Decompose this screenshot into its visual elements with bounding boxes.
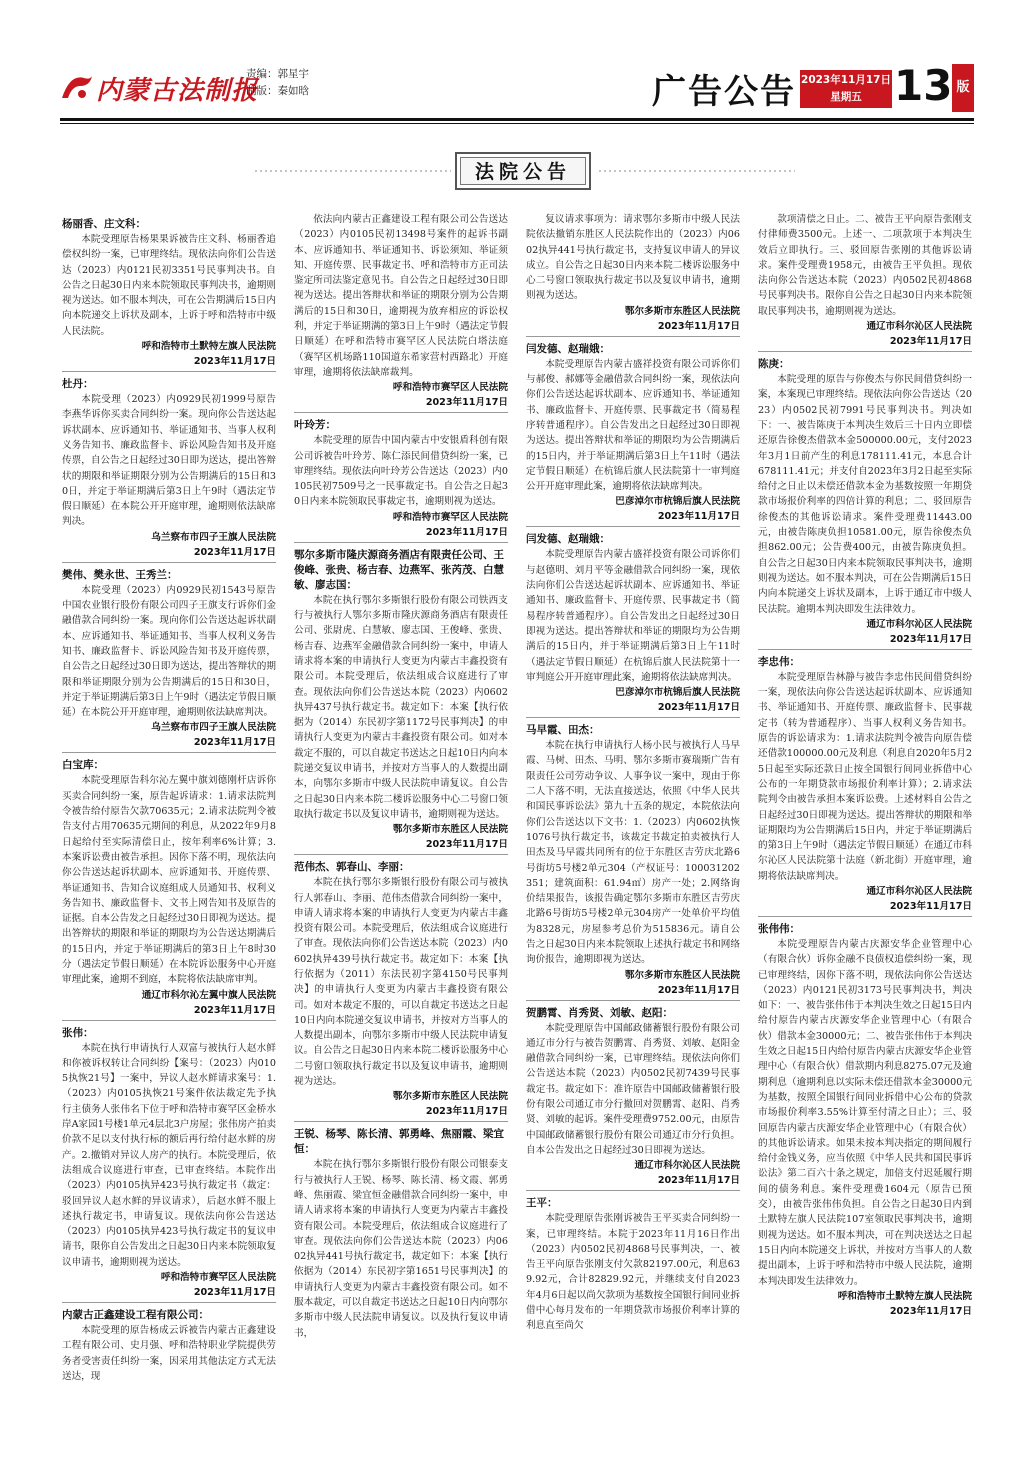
issue-date: 2023年11月17日 (801, 74, 891, 86)
notice-body: 本院在执行鄂尔多斯银行股份有限公司铁西支行与被执行人鄂尔多斯市隆庆源商务酒店有限责任公司、张尉虎、白慧敏、廖志国、王俊峰、张贵、杨吉春、边燕军金融借款合同纠纷一案中，申请人请求将本案的申请执行人变更为内蒙古丰鑫投资有限公司。本院受理后，依法组成合议庭进行了审查。现依法向你们公告送达本院（2023）内0602执异437号执行裁定书。裁定如下：本案【执行依据为（2014）东民初字第1172号民事判决】的申请执行人变更为内蒙古丰鑫投资有限公司。如对本裁定不服的，可以自裁定书送达之日起10日内向本院递交复议申请书，并按对方当事人的人数提出副本，向鄂尔多斯市中级人民法院申请复议。自公告之日起30日内来本院二楼诉讼服务中心二号窗口领取执行裁定书以及复议申请书，逾期则视为送达。 (294, 594, 508, 820)
section-banner-text: 法院公告 (460, 157, 586, 185)
court-notice (758, 212, 972, 352)
notice-recipients: 闫发德、赵瑞娥： (526, 342, 610, 355)
notice-body: 本院受理原告内蒙古盛祥投资有限公司诉你们与赵德明、刘月平等金融借款合同纠纷一案，现依法向你们公告送达起诉状副本、应诉通知书、举证通知书、廉政监督卡、开庭传票、民事裁定书（简易程序转普通程序）。自公告发出之日起经过30日即视为送达。提出答辩状和举证的期限均为公告期满后的15日内，并于举证期满后第3日上午11时（遇法定节假日顺延）在杭锦后旗人民法院第十一审判庭公开开庭审理此案，逾期将依法缺席判决。 (526, 549, 740, 683)
notice-date: 2023年11月17日 (193, 1004, 276, 1016)
notice-column-3 (526, 212, 740, 1464)
notice-date: 2023年11月17日 (657, 1175, 740, 1187)
notice-court: 鄂尔多斯市东胜区人民法院 (624, 969, 740, 981)
notice-body: 本院在执行申请执行人杨小民与被执行人马早霞、马树、田杰、马明、鄂尔多斯市赛瑞斯广告有限责任公司劳动争议、人事争议一案中，现由于你二人下落不明，无法直接送达，依照《中华人民共和国民事诉讼法》第九十五条的规定，本院依法向你们公告送达以下文书：1.（2023）内0602执恢1076号执行裁定书，该裁定书裁定拍卖被执行人田杰及马早霞共同所有的位于东胜区吉劳庆北路6号街坊5号楼2单元304（产权证号：100031202351；建筑面积：61.94㎡）房产一处；2.网络询价结果报告，该报告确定鄂尔多斯市东胜区吉劳庆北路6号街坊5号楼2单元304房产一处单价平均值为8328元，房屋参考总价为515836元。请自公告之日起30日内来本院领取上述执行裁定书和网络询价报告，逾期即视为送达。 (526, 740, 740, 966)
header-rule-thick (60, 118, 974, 121)
notice-date: 2023年11月17日 (193, 546, 276, 558)
notice-column-4 (758, 212, 972, 1464)
court-notice (526, 212, 740, 337)
court-notice (526, 342, 740, 528)
notice-body: 本院受理原告科尔沁左翼中旗刘德刚杆店诉你买卖合同纠纷一案，原告起诉请求：1.请求法院判令被告给付原告欠款70635元；2.请求法院判令被告支付占用70635元期间的利息，从2022年9月8日起给付至实际清偿日止，按年利率6%计算；3.本案诉讼费由被告承担。因你下落不明，现依法向你公告送达起诉状副本、应诉通知书、开庭传票、举证通知书、告知合议庭组成人员通知书、权利义务告知书、廉政监督卡、文书上网告知书及原告的证据。自本公告发之日起经过30日即视为送达。提出答辩状的期限和举证的期限均为公告送达期满后的15日内，并定于举证期满后的第3日上午8时30分（遇法定节假日顺延）在本院诉讼服务中心开庭审理此案，逾期不到庭，本院将依法缺席审判。 (62, 775, 276, 986)
court-notice (758, 922, 972, 1321)
header-rule-thin (60, 123, 974, 124)
notice-recipients: 樊伟、樊永世、王秀兰： (62, 568, 178, 581)
masthead-emblem-icon (60, 72, 94, 102)
court-notice (526, 723, 740, 1000)
notice-recipients: 陈庚： (758, 358, 790, 371)
notice-recipients: 李忠伟： (758, 655, 800, 668)
notice-columns (62, 212, 972, 1464)
notice-column-1 (62, 212, 276, 1464)
notice-recipients: 内蒙古正鑫建设工程有限公司： (62, 1309, 209, 1322)
court-notice (758, 357, 972, 650)
notice-court: 通辽市科尔沁区人民法院 (634, 1160, 740, 1172)
notice-recipients: 范伟杰、郭春山、李丽： (294, 861, 410, 874)
court-notice (294, 860, 508, 1122)
notice-date: 2023年11月17日 (193, 737, 276, 749)
notice-court: 通辽市科尔沁左翼中旗人民法院 (141, 989, 276, 1001)
notice-court: 呼和浩特市赛罕区人民法院 (392, 382, 508, 394)
notice-date: 2023年11月17日 (425, 1106, 508, 1118)
court-notice (62, 217, 276, 372)
court-notice (526, 1196, 740, 1335)
court-notice (526, 1006, 740, 1192)
court-notice (526, 532, 740, 718)
notice-court: 呼和浩特市土默特左旗人民法院 (141, 341, 276, 353)
notice-body: 本院受理原告杨果果诉被告庄文科、杨丽香追偿权纠纷一案，已审理终结。现依法向你们公告送达（2023）内0121民初3351号民事判决书。自公告之日起30日内来本院领取民事判决书，逾期则视为送达。如不服本判决，可在公告期满后15日内向本院递交上诉状及副本，上诉于呼和浩特市中级人民法院。 (62, 234, 276, 337)
notice-court: 通辽市科尔沁区人民法院 (866, 885, 972, 897)
notice-body: 本院受理的原告杨成云诉被告内蒙古正鑫建设工程有限公司、史月强、呼和浩特职业学院提供劳务者受害责任纠纷一案，因采用其他法定方式无法送达，现 (62, 1325, 276, 1382)
notice-recipients: 叶玲芳： (294, 419, 336, 432)
court-notice (62, 568, 276, 754)
issue-weekday: 星期五 (830, 91, 862, 103)
notice-date: 2023年11月17日 (425, 839, 508, 851)
notice-date: 2023年11月17日 (193, 1287, 276, 1299)
masthead-logo (60, 68, 259, 108)
notice-date: 2023年11月17日 (889, 633, 972, 645)
page-number-suffix: 版 (952, 64, 974, 112)
issue-date-box (800, 70, 892, 108)
court-notice (62, 1026, 276, 1303)
producer-label: 制版：秦如晗 (246, 85, 309, 97)
notice-court: 呼和浩特市赛罕区人民法院 (160, 1272, 276, 1284)
masthead-title: 内蒙古法制报 (96, 76, 259, 106)
notice-court: 巴彦淖尔市杭锦后旗人民法院 (615, 496, 740, 508)
notice-court: 通辽市科尔沁区人民法院 (866, 321, 972, 333)
notice-court: 呼和浩特市赛罕区人民法院 (392, 511, 508, 523)
notice-body: 本院受理（2023）内0929民初1999号原告李燕华诉你买卖合同纠纷一案。现向你公告送达起诉状副本、应诉通知书、举证通知书、当事人权利义务告知书、廉政监督卡、诉讼风险告知书及开庭传票，自公告之日起经过30日即为送达，提出答辩状的期限和举证期限分别为公告期满后的15日和30日，并定于举证期满后第3日上午9时（遇法定节假日顺延）在本院公开开庭审理，逾期则依法缺席判决。 (62, 394, 276, 528)
court-notice (294, 548, 508, 855)
notice-date: 2023年11月17日 (425, 526, 508, 538)
notice-court: 呼和浩特市土默特左旗人民法院 (837, 1290, 972, 1302)
editor-label: 责编：郭星宇 (246, 68, 309, 80)
notice-date: 2023年11月17日 (657, 702, 740, 714)
section-banner (455, 152, 591, 190)
court-notice (758, 655, 972, 917)
notice-recipients: 王平： (526, 1197, 558, 1210)
notice-date: 2023年11月17日 (193, 356, 276, 368)
notice-date: 2023年11月17日 (425, 397, 508, 409)
notice-body: 本院受理原告中国邮政储蓄银行股份有限公司通辽市分行与被告贺鹏霄、肖秀贤、刘敏、赵阳金融借款合同纠纷一案，已审理终结。现依法向你们公告送达本院（2023）内0502民初7439号民事裁定书。裁定如下：准许原告中国邮政储蓄银行股份有限公司通辽市分行撤回对贺鹏霄、赵阳、肖秀贤、刘敏的起诉。案件受理费9752.00元，由原告中国邮政储蓄银行股份有限公司通辽市分行负担。自本公告发出之日起经过30日即视为送达。 (526, 1022, 740, 1156)
notice-recipients: 王锐、杨琴、陈长清、郭勇峰、焦丽霞、梁宜恒： (294, 1128, 504, 1156)
court-notice (294, 212, 508, 413)
notice-date: 2023年11月17日 (889, 900, 972, 912)
court-notice (62, 1308, 276, 1386)
notice-recipients: 张伟伟： (758, 922, 800, 935)
section-title: 广告公告 (652, 72, 796, 112)
notice-recipients: 杜丹： (62, 378, 94, 391)
notice-recipients: 贺鹏霄、肖秀贤、刘敏、赵阳： (526, 1006, 673, 1019)
court-notice (62, 377, 276, 563)
notice-date: 2023年11月17日 (889, 1305, 972, 1317)
notice-court: 巴彦淖尔市杭锦后旗人民法院 (615, 687, 740, 699)
notice-body: 本院受理的原告与你俊杰与你民间借贷纠纷一案，本案现已审理终结。现依法向你公告送达（2023）内0502民初7991号民事判决书。判决如下：一、被告陈庚于本判决生效后三十日内立即偿还原告徐俊杰借款本金500000.00元，支付2023年3月1日前产生的利息178111.41元，本息合计678111.41元；并支付自2023年3月2日起至实际给付之日止以未偿还借款本金为基数按照一年期贷款市场报价利率的四倍计算的利息；二、驳回原告徐俊杰的其他诉讼请求。案件受理费11443.00元，由被告陈庚负担10581.00元，原告徐俊杰负担862.00元；公告费400元，由被告陈庚负担。自公告之日起30日内来本院领取民事判决书，逾期则视为送达。如不服本判决，可在公告期满后15日内向本院递交上诉状及副本，上诉于通辽市中级人民法院。逾期本判决即发生法律效力。 (758, 374, 972, 615)
banner-right-ornament (595, 165, 795, 177)
notice-body: 复议请求事项为：请求鄂尔多斯市中级人民法院依法撤销东胜区人民法院作出的（2023）内0602执异441号执行裁定书，支持复议申请人的异议成立。自公告之日起30日内来本院二楼诉讼服务中心二号窗口领取执行裁定书以及复议申请书，逾期则视为送达。 (526, 214, 740, 302)
notice-body: 本院在执行鄂尔多斯银行股份有限公司与被执行人郭春山、李丽、范伟杰借款合同纠纷一案中，申请人请求将本案的申请执行人变更为内蒙古丰鑫投资有限公司。本院受理后，依法组成合议庭进行了审查。现依法向你们公告送达本院（2023）内0602执异439号执行裁定书。裁定如下：本案【执行依据为（2011）东法民初字第4150号民事判决】的申请执行人变更为内蒙古丰鑫投资有限公司。如对本裁定不服的，可以自裁定书送达之日起10日内向本院递交复议申请书，并按对方当事人的人数提出副本，向鄂尔多斯市中级人民法院申请复议。自公告之日起30日内来本院二楼诉讼服务中心二号窗口领取执行裁定书以及复议申请书，逾期则视为送达。 (294, 877, 508, 1088)
notice-body: 本院在执行申请执行人双富与被执行人赵水鲜和你被诉权转让合同纠纷【案号：（2023）内0105执恢21号】一案中，异议人赵水鲜请求案号：1.（2023）内0105执恢21号案件依法裁定先予执行主债务人张伟名下位于呼和浩特市赛罕区金桥水岸A家园1号楼1单元4层北3户房屋；张伟房产拍卖价款不足以支付执行标的额后再行给付赵水鲜的房产。2.撤销对异议人房产的执行。本院受理后，依法组成合议庭进行审查，已审查终结。本院作出（2023）内0105执异423号执行裁定书（裁定：驳回异议人赵水鲜的异议请求），后赵水鲜不服上述执行裁定书，申请复议。现依法向你公告送达（2023）内0105执异423号执行裁定书的复议申请书，限你自公告发出之日起30日内来本院领取复议申请书，逾期则视为送达。 (62, 1042, 276, 1268)
notice-date: 2023年11月17日 (657, 320, 740, 332)
notice-court: 通辽市科尔沁区人民法院 (866, 618, 972, 630)
notice-recipients: 闫发德、赵瑞娥： (526, 533, 610, 546)
notice-body: 款项清偿之日止。二、被告王平向原告张刚支付律师费3500元。上述一、二项款项于本判决生效后立即执行。三、驳回原告张刚的其他诉讼请求。案件受理费1958元，由被告王平负担。现依法向你公告送达本院（2023）内0502民初4868号民事判决书。限你自公告之日起30日内来本院领取民事判决书，逾期则视为送达。 (758, 214, 972, 317)
page-header (60, 61, 974, 114)
notice-recipients: 张伟： (62, 1026, 94, 1039)
notice-body: 依法向内蒙古正鑫建设工程有限公司公告送达（2023）内0105民初13498号案件的起诉书副本、应诉通知书、举证通知书、诉讼须知、举证须知、开庭传票、民事裁定书、呼和浩特市方正司法鉴定所司法鉴定意见书。自公告之日起经过30日即视为送达。提出答辩状和举证的期限分别为公告期满后的15日和30日，逾期视为放弃相应的诉讼权利，并定于举证期满的第3日上午9时（遇法定节假日顺延）在呼和浩特市赛罕区人民法院白塔法庭（赛罕区机场路110国道东希家营村西路北）开庭审理，逾期将依法缺席裁判。 (294, 214, 508, 378)
notice-date: 2023年11月17日 (657, 984, 740, 996)
banner-left-ornament (255, 165, 455, 177)
notice-court: 鄂尔多斯市东胜区人民法院 (624, 305, 740, 317)
notice-date: 2023年11月17日 (657, 511, 740, 523)
court-notice (62, 758, 276, 1020)
notice-body: 本院受理的原告中国内蒙古中安银盾科创有限公司诉被告叶玲芳、陈仁添民间借贷纠纷一案，已审理终结。现依法向叶玲芳公告送达（2023）内0105民初7509号之一民事裁定书。自公告之日起30日内来本院领取民事裁定书，逾期则视为送达。 (294, 435, 508, 508)
notice-recipients: 杨丽香、庄文科： (62, 218, 146, 230)
notice-body: 本院受理原告林静与被告李忠伟民间借贷纠纷一案，现依法向你公告送达起诉状副本、应诉通知书、举证通知书、开庭传票、廉政监督卡、民事裁定书（转为普通程序）、当事人权利义务告知书。原告的诉讼请求为：1.请求法院判令被告向原告偿还借款100000.00元及利息（利息自2020年5月25日起至实际还款日止按全国银行间同业拆借中心公布的一年期贷款市场报价利率计算）；2.请求法院判令由被告承担本案诉讼费。上述材料自公告之日起经过30日即视为送达。提出答辩状的期限和举证期限均为公告期满后15日内，并定于举证期满后的第3日上午9时（遇法定节假日顺延）在通辽市科尔沁区人民法院第十法庭（新北街）开庭审理，逾期将依法缺席判决。 (758, 671, 972, 882)
editor-credits (246, 66, 309, 100)
notice-recipients: 白宝库： (62, 759, 104, 772)
notice-court: 乌兰察布市四子王旗人民法院 (151, 722, 276, 734)
notice-body: 本院受理原告内蒙古盛祥投资有限公司诉你们与郝俊、郝娜等金融借款合同纠纷一案，现依法向你们公告送达起诉状副本、应诉通知书、举证通知书、廉政监督卡、开庭传票、民事裁定书（简易程序转普通程序）。自公告发出之日起经过30日即视为送达。提出答辩状和举证的期限均为公告期满后的15日内，并于举证期满后第3日上午11时（遇法定节假日顺延）在杭锦后旗人民法院第十一审判庭公开开庭审理此案，逾期将依法缺席判决。 (526, 358, 740, 493)
notice-court: 鄂尔多斯市东胜区人民法院 (392, 1091, 508, 1103)
page-number-badge (892, 61, 974, 112)
court-notice (294, 418, 508, 542)
notice-recipients: 马早霞、田杰： (526, 724, 600, 737)
court-notice (294, 1127, 508, 1343)
notice-court: 鄂尔多斯市东胜区人民法院 (392, 824, 508, 836)
notice-court: 乌兰察布市四子王旗人民法院 (151, 531, 276, 543)
notice-column-2 (294, 212, 508, 1464)
notice-recipients: 鄂尔多斯市隆庆源商务酒店有限责任公司、王俊峰、张贵、杨吉春、边燕军、张芮茂、白慧敏、廖志国： (294, 548, 504, 591)
notice-body: 本院受理原告内蒙古庆源安华企业管理中心（有限合伙）诉你金融不良债权追偿纠纷一案，现已审理终结，因你下落不明，现依法向你公告送达（2023）内0121民初3173号民事判决书，判决如下：一、被告张伟伟于本判决生效之日起15日内给付原告内蒙古庆源安华企业管理中心（有限合伙）借款本金30000元；二、被告张伟伟于本判决生效之日起15日内给付原告内蒙古庆源安华企业管理中心（有限合伙）借款期内利息8275.07元及逾期利息（逾期利息以实际未偿还借款本金30000元为基数，按照全国银行间同业拆借中心公布的贷款市场报价利率3.55%计算至付清之日止）；三、驳回原告内蒙古庆源安华企业管理中心（有限合伙）的其他诉讼请求。如果未按本判决指定的期间履行给付金钱义务，应当依照《中华人民共和国民事诉讼法》第二百六十条之规定，加倍支付迟延履行期间的债务利息。案件受理费1604元（原告已预交），由被告张伟伟负担。自公告之日起30日内到土默特左旗人民法院107室领取民事判决书，逾期则视为送达。如不服本判决，可在判决送达之日起15日内向本院递交上诉状，并按对方当事人的人数提出副本，上诉于呼和浩特市中级人民法院，逾期本判决即发生法律效力。 (758, 938, 972, 1287)
notice-body: 本院在执行鄂尔多斯银行股份有限公司银泰支行与被执行人王锐、杨琴、陈长清、杨文霞、郭勇峰、焦丽霞、梁宜恒金融借款合同纠纷一案中，申请人请求将本案的申请执行人变更为内蒙古丰鑫投资有限公司。本院受理后，依法组成合议庭进行了审查。现依法向你们公告送达本院（2023）内0602执异441号执行裁定书，裁定如下：本案【执行依据为（2014）东民初字第1651号民事判决】的申请执行人变更为内蒙古丰鑫投资有限公司。如不服本裁定，可以自裁定书送达之日起10日内向鄂尔多斯市中级人民法院申请复议。以及执行复议申请书， (294, 1159, 508, 1339)
page-number: 13 (894, 61, 953, 110)
notice-date: 2023年11月17日 (889, 336, 972, 348)
notice-body: 本院受理原告张刚诉被告王平买卖合同纠纷一案，已审理终结。本院于2023年11月16日作出（2023）内0502民初4868号民事判决，一、被告王平向原告张刚支付欠款82197.00元，利息639.92元，合计82829.92元，并继续支付自2023年4月6日起以尚欠款项为基数按全国银行间同业拆借中心每月发布的一年期贷款市场报价利率计算的利息直至尚欠 (526, 1213, 740, 1332)
notice-body: 本院受理（2023）内0929民初1543号原告中国农业银行股份有限公司四子王旗支行诉你们金融借款合同纠纷一案。现向你们公告送达起诉状副本、应诉通知书、举证通知书、当事人权利义务告知书、廉政监督卡、诉讼风险告知书及开庭传票，自公告之日起经过30日即为送达，提出答辩状的期限和举证期限分别为公告期满后的15日和30日，并定于举证期满后第3日上午9时（遇法定节假日顺延）在本院公开开庭审理，逾期则依法缺席判决。 (62, 584, 276, 719)
